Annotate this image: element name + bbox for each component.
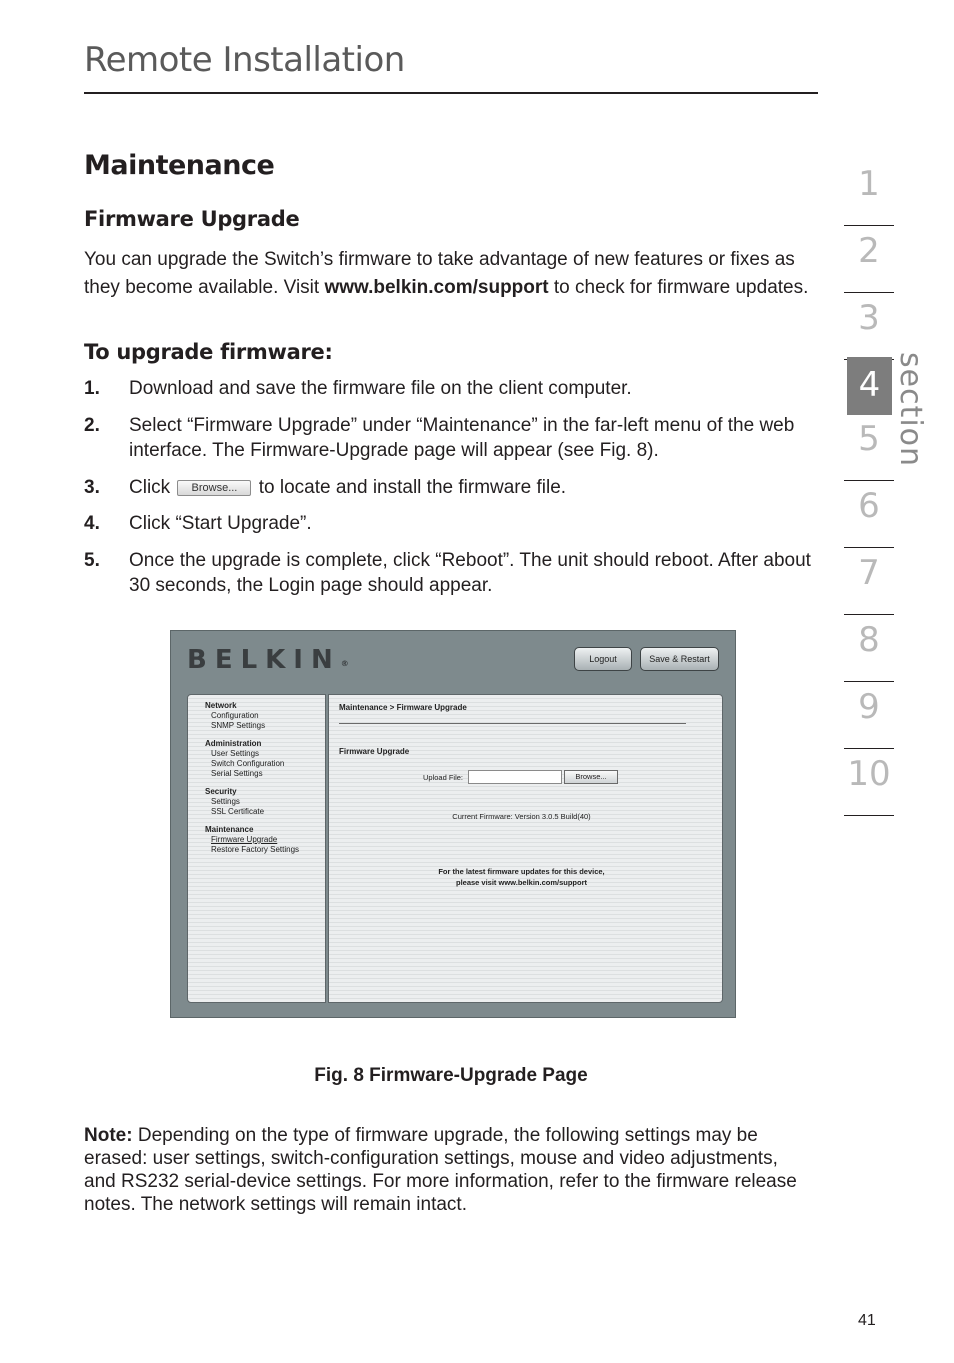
step-3-before: Click	[129, 477, 176, 498]
intro-paragraph	[84, 246, 814, 302]
step-text: Download and save the firmware file on the client computer.	[129, 378, 632, 399]
subsection-title: Firmware Upgrade	[84, 207, 300, 231]
menu-item-snmp-settings[interactable]: SNMP Settings	[211, 721, 266, 730]
menu-item-firmware-upgrade[interactable]: Firmware Upgrade	[211, 835, 278, 844]
section-tab-10[interactable]	[844, 750, 894, 816]
step-number: 4.	[84, 513, 100, 534]
section-title: Maintenance	[84, 150, 275, 181]
step-number: 2.	[84, 415, 100, 436]
menu-group-maintenance	[205, 825, 299, 855]
step-number: 3.	[84, 477, 100, 498]
figure-caption: Fig. 8 Firmware-Upgrade Page	[314, 1065, 588, 1086]
section-tab-3[interactable]	[844, 294, 894, 360]
section-number: 10	[847, 754, 891, 794]
support-link[interactable]: www.belkin.com/support	[324, 277, 549, 298]
section-number: 6	[858, 486, 880, 526]
section-divider	[844, 815, 894, 816]
step-number: 5.	[84, 550, 100, 571]
section-tab-7[interactable]	[844, 549, 894, 615]
menu-item-restore-factory-settings[interactable]: Restore Factory Settings	[211, 845, 300, 854]
section-tab-4-active[interactable]	[847, 357, 892, 415]
menu-item-ssl-certificate[interactable]: SSL Certificate	[211, 807, 265, 816]
menu-item-configuration[interactable]: Configuration	[211, 711, 259, 720]
section-divider	[844, 681, 894, 682]
step-3-after: to locate and install the firmware file.	[253, 477, 567, 498]
menu-item-serial-settings[interactable]: Serial Settings	[211, 769, 263, 778]
logout-button[interactable]: Logout	[574, 647, 632, 671]
left-menu-panel	[187, 694, 326, 1003]
section-divider	[844, 225, 894, 226]
step-text: Select “Firmware Upgrade” under “Maintenance” in the far-left menu of the web interface. The Firmware-Upgrade page will appear (see Fig. 8).	[129, 415, 795, 461]
upload-file-label: Upload File:	[423, 773, 464, 782]
section-number: 9	[858, 687, 880, 727]
latest-updates-note-line2: please visit www.belkin.com/support	[455, 878, 587, 887]
step-number: 1.	[84, 378, 100, 399]
menu-group-administration	[205, 739, 284, 779]
menu-heading-network[interactable]: Network	[205, 701, 237, 710]
step-text: Click “Start Upgrade”.	[129, 513, 312, 534]
note-text: Depending on the type of firmware upgrade, the following settings may be erased: user settings, switch-configuration settings, mouse and video adjustments, and RS232 serial-device settings. For more information, refer to the firmware release notes. The network settings will remain intact.	[84, 1125, 797, 1215]
section-tab-6[interactable]	[844, 482, 894, 548]
section-divider	[844, 748, 894, 749]
note-paragraph	[84, 1124, 804, 1216]
browse-button[interactable]: Browse...	[564, 770, 618, 784]
menu-group-network	[205, 701, 265, 731]
breadcrumb: Maintenance > Firmware Upgrade	[339, 703, 467, 712]
section-tab-5[interactable]	[844, 415, 894, 481]
logo-text: BELKIN	[187, 645, 341, 675]
section-tab-2[interactable]	[844, 227, 894, 293]
menu-item-user-settings[interactable]: User Settings	[211, 749, 260, 758]
menu-group-security	[205, 787, 264, 817]
page-header-title: Remote Installation	[84, 40, 405, 80]
section-divider	[844, 292, 894, 293]
content-panel	[328, 694, 723, 1003]
step-text: Once the upgrade is complete, click “Reboot”. The unit should reboot. After about 30 seconds, the Login page should appear.	[129, 550, 811, 596]
section-tab-8[interactable]	[844, 616, 894, 682]
menu-item-switch-configuration[interactable]: Switch Configuration	[211, 759, 285, 768]
section-number: 5	[858, 419, 880, 459]
section-number: 2	[858, 231, 880, 271]
section-divider	[844, 614, 894, 615]
menu-heading-maintenance[interactable]: Maintenance	[205, 825, 254, 834]
menu-heading-security[interactable]: Security	[205, 787, 237, 796]
section-tab-9[interactable]	[844, 683, 894, 749]
section-number: 4	[858, 365, 881, 405]
section-number: 1	[858, 164, 880, 204]
intro-text-1: You can upgrade the Switch’s firmware to take advantage of new features or fixes as they become available. Visit	[84, 249, 795, 298]
section-tab-1[interactable]	[844, 160, 894, 226]
menu-heading-administration[interactable]: Administration	[205, 739, 262, 748]
firmware-upgrade-screenshot	[170, 630, 736, 1018]
current-firmware-version: Current Firmware: Version 3.0.5 Build(40)	[452, 812, 591, 821]
registered-mark: ®	[340, 659, 349, 668]
section-divider	[844, 480, 894, 481]
section-number: 8	[858, 620, 880, 660]
note-label: Note:	[84, 1125, 133, 1146]
menu-item-settings[interactable]: Settings	[211, 797, 240, 806]
procedure-title: To upgrade firmware:	[84, 340, 333, 364]
latest-updates-note-line1: For the latest firmware updates for this device,	[438, 867, 605, 876]
upload-file-input[interactable]	[468, 770, 562, 784]
step-text	[129, 475, 819, 500]
firmware-form-title: Firmware Upgrade	[339, 747, 410, 756]
section-label: section	[893, 352, 928, 468]
browse-button-image: Browse...	[177, 480, 251, 496]
section-number: 3	[858, 298, 880, 338]
save-restart-button[interactable]: Save & Restart	[640, 647, 719, 671]
section-number: 7	[858, 553, 880, 593]
section-divider	[844, 547, 894, 548]
breadcrumb-divider	[339, 723, 686, 724]
belkin-logo	[187, 645, 349, 675]
page-number: 41	[858, 1312, 876, 1329]
intro-text-2: to check for firmware updates.	[548, 277, 809, 298]
header-rule	[84, 92, 818, 94]
